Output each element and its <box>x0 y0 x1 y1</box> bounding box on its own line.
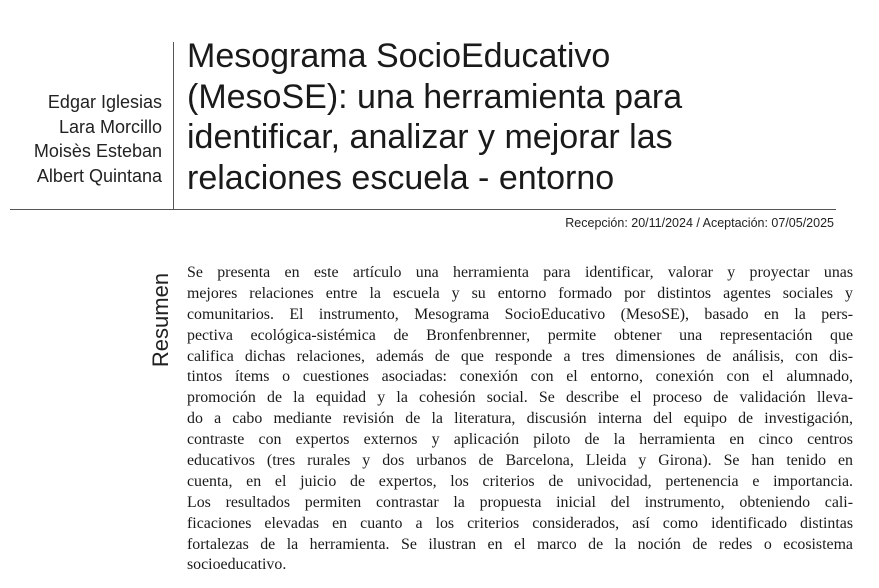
abstract-line: pectiva ecológica-sistémica de Bronfenbrenner, permite obtener una representación que <box>187 326 853 344</box>
author-name: Edgar Iglesias <box>47 92 162 112</box>
abstract-line: comunitarios. El instrumento, Mesograma SocioEducativo (MesoSE), basado en la pers- <box>187 305 853 323</box>
abstract-line: contraste con expertos externos y aplicación piloto de la herramienta en cinco centros <box>187 431 853 449</box>
abstract-line: fortalezas de la herramienta. Se ilustran en el marco de la noción de redes o ecosistema <box>187 535 853 553</box>
abstract-line: educativos (tres rurales y dos urbanos de Barcelona, Lleida y Girona). Se han tenido en <box>187 452 853 470</box>
title-line: relaciones escuela - entorno <box>187 158 615 197</box>
author-name: Moisès Esteban <box>33 141 162 161</box>
article-title <box>187 36 867 198</box>
abstract-line: do a cabo mediante revisión de la literatura, discusión interna del equipo de investigación, <box>187 410 853 428</box>
author-name: Lara Morcillo <box>58 116 162 137</box>
vertical-divider <box>173 42 174 210</box>
title-line: (MesoSE): una herramienta para <box>187 77 683 116</box>
title-line: Mesograma SocioEducativo <box>187 37 611 75</box>
abstract-line: tintos ítems o cuestiones asociadas: conexión con el entorno, conexión con el alumnado, <box>187 368 853 386</box>
abstract-heading: Resumen <box>148 272 173 368</box>
abstract-line: mejores relaciones entre la escuela y su entorno formado por distintos agentes sociales y <box>187 284 853 302</box>
abstract-line: socioeducativo. <box>187 556 287 574</box>
abstract-line: ficaciones elevadas en cuanto a los criterios considerados, así como identificado distintas <box>187 514 853 532</box>
abstract-line: cuenta, en el juicio de expertos, los criterios de univocidad, pertenencia e importancia. <box>187 472 853 490</box>
abstract-body <box>187 263 853 576</box>
title-line: identificar, analizar y mejorar las <box>187 118 673 156</box>
submission-dates: Recepción: 20/11/2024 / Aceptación: 07/05/2025 <box>565 216 834 230</box>
abstract-line: promoción de la equidad y la cohesión social. Se describe el proceso de validación lleva- <box>187 389 853 407</box>
author-name: Albert Quintana <box>36 165 162 186</box>
abstract-line: califica dichas relaciones, además de que responde a tres dimensiones de análisis, con dis- <box>187 347 853 365</box>
abstract-line: Se presenta en este artículo una herramienta para identificar, valorar y proyectar unas <box>187 264 853 281</box>
abstract-line: Los resultados permiten contrastar la propuesta inicial del instrumento, obteniendo cali- <box>187 493 853 511</box>
horizontal-divider <box>10 209 836 210</box>
author-list <box>0 90 162 188</box>
